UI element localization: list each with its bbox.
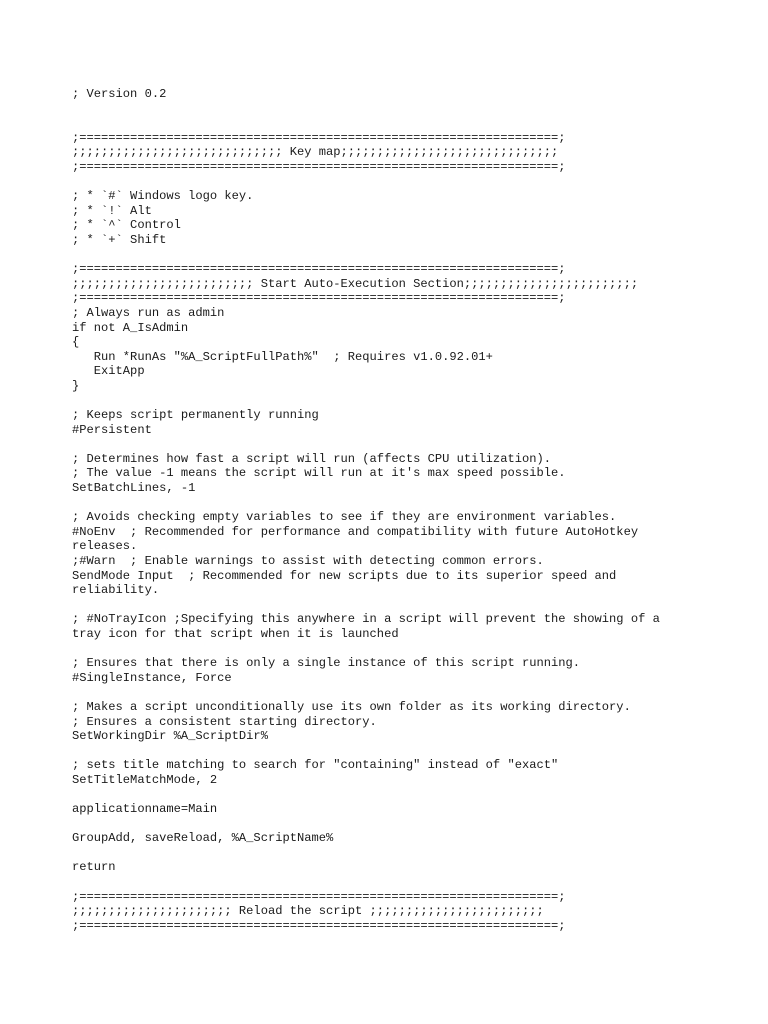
- code-line: [72, 598, 752, 613]
- code-line: applicationname=Main: [72, 802, 218, 817]
- code-line: [72, 393, 752, 408]
- code-line: ;==================================================================;: [72, 130, 566, 145]
- code-line: }: [72, 378, 80, 393]
- code-line: ; Ensures that there is only a single instance of this script running.: [72, 656, 581, 671]
- code-line: Run *RunAs "%A_ScriptFullPath%" ; Requires v1.0.92.01+: [72, 349, 493, 364]
- code-line: [72, 437, 752, 452]
- code-line: SetWorkingDir %A_ScriptDir%: [72, 729, 268, 744]
- code-line: ; Avoids checking empty variables to see if they are environment variables.: [72, 510, 617, 525]
- code-line: ;==================================================================;: [72, 889, 566, 904]
- code-line: ; Version 0.2: [72, 87, 167, 101]
- code-line: [72, 788, 752, 803]
- code-line: [72, 846, 752, 861]
- code-line: ;==================================================================;: [72, 159, 566, 174]
- code-line: [72, 817, 752, 832]
- code-line: [72, 744, 752, 759]
- code-line: [72, 175, 752, 190]
- code-line: {: [72, 335, 80, 350]
- code-line: [72, 248, 752, 263]
- code-line: releases.: [72, 539, 138, 554]
- code-line: ; Makes a script unconditionally use its own folder as its working directory.: [72, 699, 631, 714]
- code-line: #SingleInstance, Force: [72, 670, 232, 685]
- code-line: reliability.: [72, 583, 160, 598]
- code-line: ; * `#` Windows logo key.: [72, 189, 254, 204]
- code-line: ;;;;;;;;;;;;;;;;;;;;;; Reload the script ;;;;;;;;;;;;;;;;;;;;;;;;: [72, 904, 544, 919]
- code-line: #Persistent: [72, 422, 152, 437]
- code-line: ;#Warn ; Enable warnings to assist with detecting common errors.: [72, 554, 544, 568]
- code-line: [72, 685, 752, 700]
- code-line: ; Keeps script permanently running: [72, 408, 319, 423]
- code-line: ; Always run as admin: [72, 305, 225, 320]
- code-line: ;==================================================================;: [72, 918, 566, 933]
- code-line: ; sets title matching to search for "containing" instead of "exact": [72, 758, 559, 773]
- code-line: #NoEnv ; Recommended for performance and compatibility with future AutoHotkey: [72, 524, 639, 539]
- code-line: ; Determines how fast a script will run (affects CPU utilization).: [72, 451, 551, 466]
- code-line: ; * `+` Shift: [72, 232, 167, 247]
- code-line: SetBatchLines, -1: [72, 481, 196, 496]
- script-code-block: [72, 87, 752, 933]
- code-line: tray icon for that script when it is launched: [72, 626, 399, 641]
- code-line: [72, 102, 752, 117]
- code-line: ;;;;;;;;;;;;;;;;;;;;;;;;;;;;; Key map;;;;;;;;;;;;;;;;;;;;;;;;;;;;;;: [72, 145, 559, 160]
- code-line: ; #NoTrayIcon ;Specifying this anywhere in a script will prevent the showing of a: [72, 612, 660, 627]
- code-line: [72, 642, 752, 657]
- code-line: GroupAdd, saveReload, %A_ScriptName%: [72, 831, 334, 846]
- code-line: ; * `!` Alt: [72, 203, 152, 218]
- code-line: [72, 116, 752, 131]
- code-line: ExitApp: [72, 364, 145, 379]
- code-line: ;;;;;;;;;;;;;;;;;;;;;;;;; Start Auto-Execution Section;;;;;;;;;;;;;;;;;;;;;;;;: [72, 276, 639, 291]
- code-line: [72, 496, 752, 511]
- code-line: SendMode Input ; Recommended for new scripts due to its superior speed and: [72, 568, 617, 583]
- code-line: [72, 875, 752, 890]
- code-line: ; Ensures a consistent starting directory.: [72, 714, 377, 729]
- code-line: if not A_IsAdmin: [72, 320, 189, 335]
- code-line: ; * `^` Control: [72, 218, 181, 233]
- code-line: SetTitleMatchMode, 2: [72, 772, 218, 787]
- code-line: ;==================================================================;: [72, 262, 566, 277]
- code-line: return: [72, 860, 116, 875]
- code-line: ; The value -1 means the script will run at it's max speed possible.: [72, 466, 566, 481]
- code-line: ;==================================================================;: [72, 291, 566, 306]
